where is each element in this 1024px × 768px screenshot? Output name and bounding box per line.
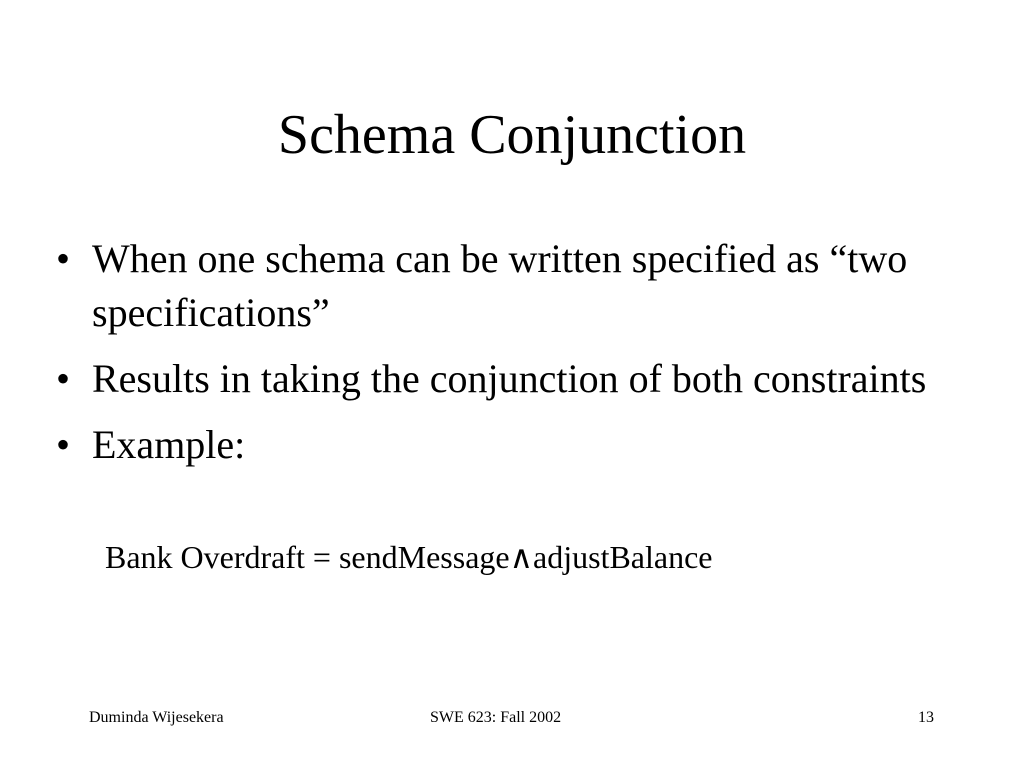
bullet-marker: • — [56, 236, 71, 281]
bullet-text: Results in taking the conjunction of both constraints — [92, 356, 927, 401]
slide-title: Schema Conjunction — [277, 104, 747, 166]
footer-course: SWE 623: Fall 2002 — [430, 709, 562, 726]
bullet-item — [56, 418, 956, 472]
footer-author: Duminda Wijesekera — [89, 709, 224, 726]
bullet-item — [56, 352, 956, 406]
bullet-list — [56, 232, 956, 484]
bullet-item — [56, 232, 956, 340]
bullet-text: When one schema can be written specified as “two specifications” — [92, 236, 908, 335]
bullet-marker: • — [56, 356, 71, 401]
bullet-text: Example: — [92, 422, 246, 467]
example-formula: Bank Overdraft = sendMessage∧adjustBalance — [105, 539, 713, 575]
footer-page-number: 13 — [918, 709, 934, 726]
bullet-marker: • — [56, 422, 71, 467]
